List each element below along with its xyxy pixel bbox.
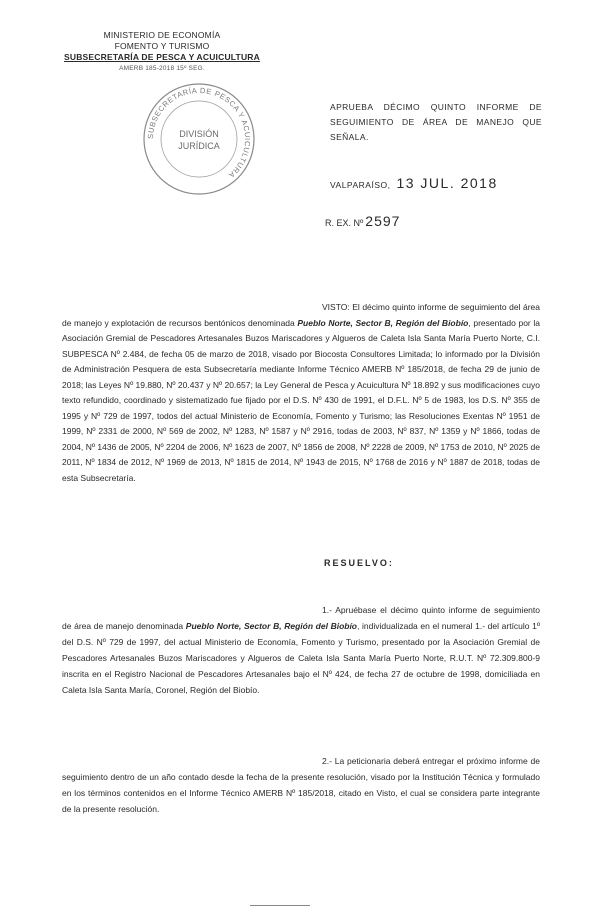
p1-lead: 1.- Apruébase el décimo quinto informe de seguimiento de área de manejo denominada bbox=[62, 605, 540, 631]
resolution-date: 13 JUL. 2018 bbox=[396, 175, 498, 191]
subsecretaria-name: SUBSECRETARÍA DE PESCA Y ACUICULTURA bbox=[64, 52, 260, 62]
stamp-outer-text: SUBSECRETARÍA DE PESCA Y ACUICULTURA bbox=[145, 85, 253, 180]
resolution-point-1 bbox=[62, 602, 540, 698]
document-code: AMERB 185-2018 15º SEG. bbox=[119, 65, 205, 72]
rex-number: 2597 bbox=[365, 213, 401, 229]
visto-rest: , presentado por la Asociación Gremial de Pescadores Artesanales Buzos Mariscadores y Algueros de Caleta Isla Santa María Puerto Norte, C.I. SUBPESCA Nº 2.484, de fecha 05 de marzo de 2018, visado por Biocosta Consultores Limitada; lo informado por la División de Administración Pesquera de esta Subsecretaría mediante Informe Técnico AMERB Nº 185/2018, de fecha 29 de junio de 2018; las Leyes Nº 19.880, Nº 20.437 y Nº 20.657; la Ley General de Pesca y Acuicultura Nº 18.892 y sus modificaciones cuyo texto refundido, coordinado y sistematizado fue fijado por el D.S. Nº 430 de 1991, el D.F.L. Nº 5 de 1983, los D.S. Nº 355 de 1995 y Nº 729 de 1997, todos del actual Ministerio de Economía, Fomento y Turismo; las Resoluciones Exentas Nº 1951 de 1999, Nº 2331 de 2000, Nº 569 de 2002, Nº 1283, Nº 1587 y Nº 2916, todas de 2003, Nº 837, Nº 1359 y Nº 1866, todas de 2004, Nº 1436 de 2005, Nº 2204 de 2006, Nº 1623 de 2007, Nº 1856 de 2008, Nº 2228 de 2009, Nº 1753 de 2010, Nº 2025 de 2011, Nº 1834 de 2012, Nº 1969 de 2013, Nº 1815 de 2014, Nº 1943 de 2015, Nº 1768 de 2016 y Nº 1887 de 2018, todas de esta Subsecretaría. bbox=[62, 317, 540, 483]
stamp-line2: JURÍDICA bbox=[178, 141, 220, 151]
letterhead bbox=[62, 30, 262, 74]
p1-area-name: Pueblo Norte, Sector B, Región del Biobío bbox=[185, 621, 358, 631]
resuelvo-heading: RESUELVO: bbox=[324, 558, 394, 568]
division-stamp bbox=[140, 80, 258, 198]
ministry-name: MINISTERIO DE ECONOMÍA bbox=[103, 30, 221, 40]
stamp-line1: DIVISIÓN bbox=[179, 129, 219, 139]
ministry-subname: FOMENTO Y TURISMO bbox=[114, 41, 210, 51]
p1-rest: , individualizada en el numeral 1.- del artículo 1º del D.S. Nº 729 de 1997, del actual Ministerio de Economía, Fomento y Turismo, presentado por la Asociación Gremial de Pescadores Artesanales Buzos Mariscadores y Algueros de Caleta Isla Santa María Puerto Norte, R.U.T. Nº 72.309.800-9 inscrita en el Registro Nacional de Pescadores Artesanales bajo el Nº 424, de fecha 27 de octubre de 1998, domiciliada en Caleta Isla Santa María, Coronel, Región del Biobío. bbox=[62, 621, 541, 695]
visto-area-name: Pueblo Norte, Sector B, Región del Biobío bbox=[297, 317, 469, 328]
city: VALPARAÍSO, bbox=[330, 180, 391, 190]
footer-rule bbox=[250, 905, 310, 906]
place-date bbox=[330, 175, 498, 191]
resolution-number bbox=[325, 213, 400, 229]
visto-lead: VISTO: El décimo quinto informe de seguimiento del área de manejo y explotación de recursos bentónicos denominada bbox=[62, 302, 540, 328]
rex-label: R. EX. Nº bbox=[325, 218, 364, 228]
resolution-point-2: 2.- La peticionaria deberá entregar el próximo informe de seguimiento dentro de un año contado desde la fecha de la presente resolución, visado por la Institución Técnica y formulado en los términos contenidos en el Informe Técnico AMERB Nº 185/2018, citado en Visto, el cual se considera parte integrante de la presente resolución. bbox=[62, 756, 540, 814]
visto-paragraph bbox=[62, 300, 540, 486]
resolution-subject: APRUEBA DÉCIMO QUINTO INFORME DE SEGUIMIENTO DE ÁREA DE MANEJO QUE SEÑALA. bbox=[330, 102, 542, 142]
